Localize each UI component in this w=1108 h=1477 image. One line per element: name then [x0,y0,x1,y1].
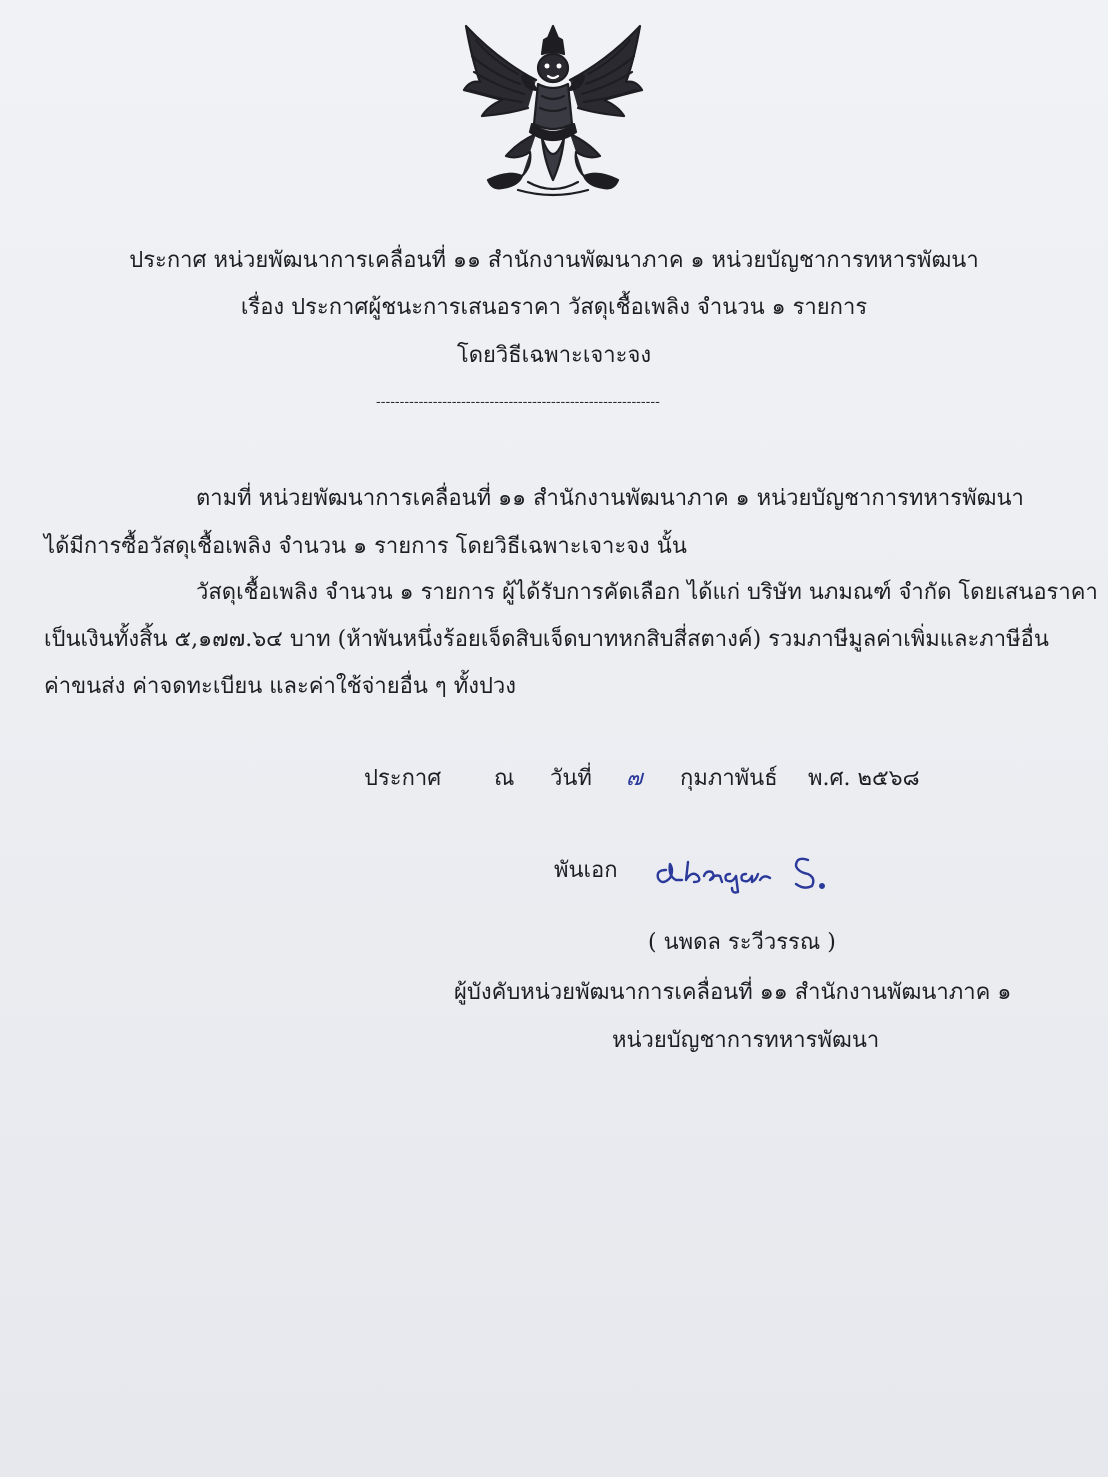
date-at-label: ณ [494,766,515,791]
announcement-title: ประกาศ หน่วยพัฒนาการเคลื่อนที่ ๑๑ สำนักงานพัฒนาภาค ๑ หน่วยบัญชาการทหารพัฒนา [129,248,979,273]
date-announce-label: ประกาศ [364,766,442,791]
signatory-rank: พันเอก [554,858,618,883]
garuda-emblem-icon [458,20,648,198]
procurement-method: โดยวิธีเฉพาะเจาะจง [456,343,652,368]
signatory-name: ( นพดล ระวีวรรณ ) [648,930,836,955]
paragraph-2-line-3: ค่าขนส่ง ค่าจดทะเบียน และค่าใช้จ่ายอื่น ๆ ทั้งปวง [44,674,517,699]
signatory-position-line-2: หน่วยบัญชาการทหารพัฒนา [612,1028,880,1053]
paragraph-2-line-1: วัสดุเชื้อเพลิง จำนวน ๑ รายการ ผู้ได้รับการคัดเลือก ได้แก่ บริษัท นภมณฑ์ จำกัด โดยเสนอราคา [196,580,1098,605]
signature-text: a bnga S. [652,840,657,841]
date-year: พ.ศ. ๒๕๖๘ [808,766,920,791]
date-day-value: ๗ [626,766,643,791]
paragraph-1-line-1: ตามที่ หน่วยพัฒนาการเคลื่อนที่ ๑๑ สำนักงานพัฒนาภาค ๑ หน่วยบัญชาการทหารพัฒนา [196,486,1024,511]
title-separator: ------------------------------------------------------------ [376,394,660,410]
date-month: กุมภาพันธ์ [680,766,778,791]
announcement-subject: เรื่อง ประกาศผู้ชนะการเสนอราคา วัสดุเชื้อเพลิง จำนวน ๑ รายการ [240,295,868,320]
signatory-position-line-1: ผู้บังคับหน่วยพัฒนาการเคลื่อนที่ ๑๑ สำนักงานพัฒนาภาค ๑ [454,980,1012,1005]
signature-icon [652,840,832,896]
date-day-label: วันที่ [550,766,592,791]
paragraph-2-line-2: เป็นเงินทั้งสิ้น ๕,๑๗๗.๖๔ บาท (ห้าพันหนึ่งร้อยเจ็ดสิบเจ็ดบาทหกสิบสี่สตางค์) รวมภาษีมูลค่าเพิ่มและภาษีอื่น [44,627,1049,652]
paragraph-1-line-2: ได้มีการซื้อวัสดุเชื้อเพลิง จำนวน ๑ รายการ โดยวิธีเฉพาะเจาะจง นั้น [44,534,687,559]
